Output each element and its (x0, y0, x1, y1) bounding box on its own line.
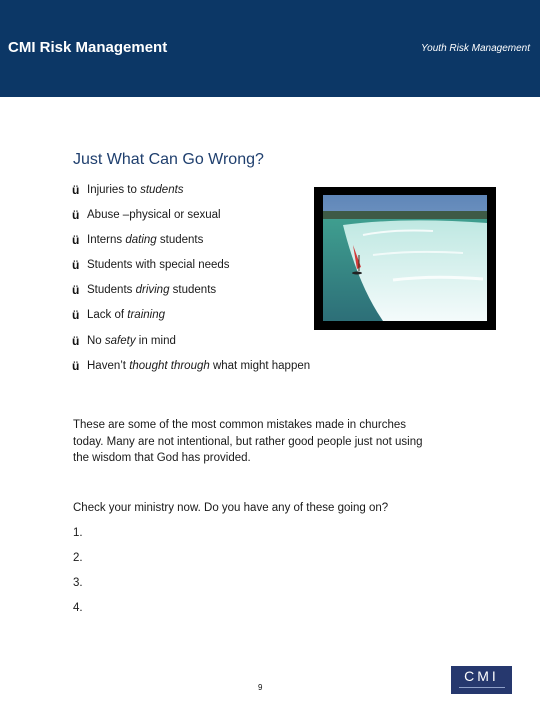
header-title: CMI Risk Management (8, 39, 168, 56)
cmi-logo (451, 666, 512, 694)
risk-checklist (72, 182, 310, 383)
list-item (72, 358, 310, 383)
list-item (72, 207, 310, 232)
answer-item: 2. (73, 552, 83, 564)
list-item-text: Lack of training (87, 309, 165, 322)
page-title: Just What Can Go Wrong? (73, 151, 264, 168)
list-item (72, 307, 310, 332)
header-bar (0, 0, 540, 97)
list-item-text: Abuse –physical or sexual (87, 209, 221, 222)
list-item-text: Injuries to students (87, 184, 184, 196)
checkmark-icon: ü (72, 208, 80, 223)
answer-item: 1. (73, 527, 83, 539)
waterfall-image (323, 195, 487, 321)
answer-item: 3. (73, 577, 83, 589)
list-item-text: Interns dating students (87, 234, 204, 247)
intro-paragraph: These are some of the most common mistakes made in churches today. Many are not intentional, but rather good people just not using the wisdom that God has provided. (73, 419, 423, 464)
list-item (72, 333, 310, 358)
list-item (72, 282, 310, 307)
checkmark-icon: ü (72, 333, 80, 348)
answer-item: 4. (73, 602, 83, 614)
logo-rule (459, 687, 505, 688)
header-subtitle: Youth Risk Management (421, 43, 530, 54)
prompt-paragraph: Check your ministry now. Do you have any of these going on? (73, 502, 389, 514)
list-item-text: No safety in mind (87, 334, 176, 347)
checkmark-icon: ü (72, 308, 80, 323)
page-number: 9 (258, 683, 263, 692)
checkmark-icon: ü (72, 283, 80, 298)
list-item-text: Haven’t thought through what might happen (87, 359, 311, 372)
list-item-text: Students driving students (87, 284, 217, 297)
checkmark-icon: ü (72, 183, 80, 197)
checkmark-icon: ü (72, 358, 80, 373)
logo-text: CMI (464, 668, 499, 684)
list-item (72, 232, 310, 257)
checkmark-icon: ü (72, 233, 80, 248)
list-item (72, 257, 310, 282)
list-item (72, 182, 310, 207)
answer-list (73, 525, 83, 625)
waterfall-photo (314, 187, 496, 330)
checkmark-icon: ü (72, 258, 80, 273)
list-item-text: Students with special needs (87, 259, 230, 272)
